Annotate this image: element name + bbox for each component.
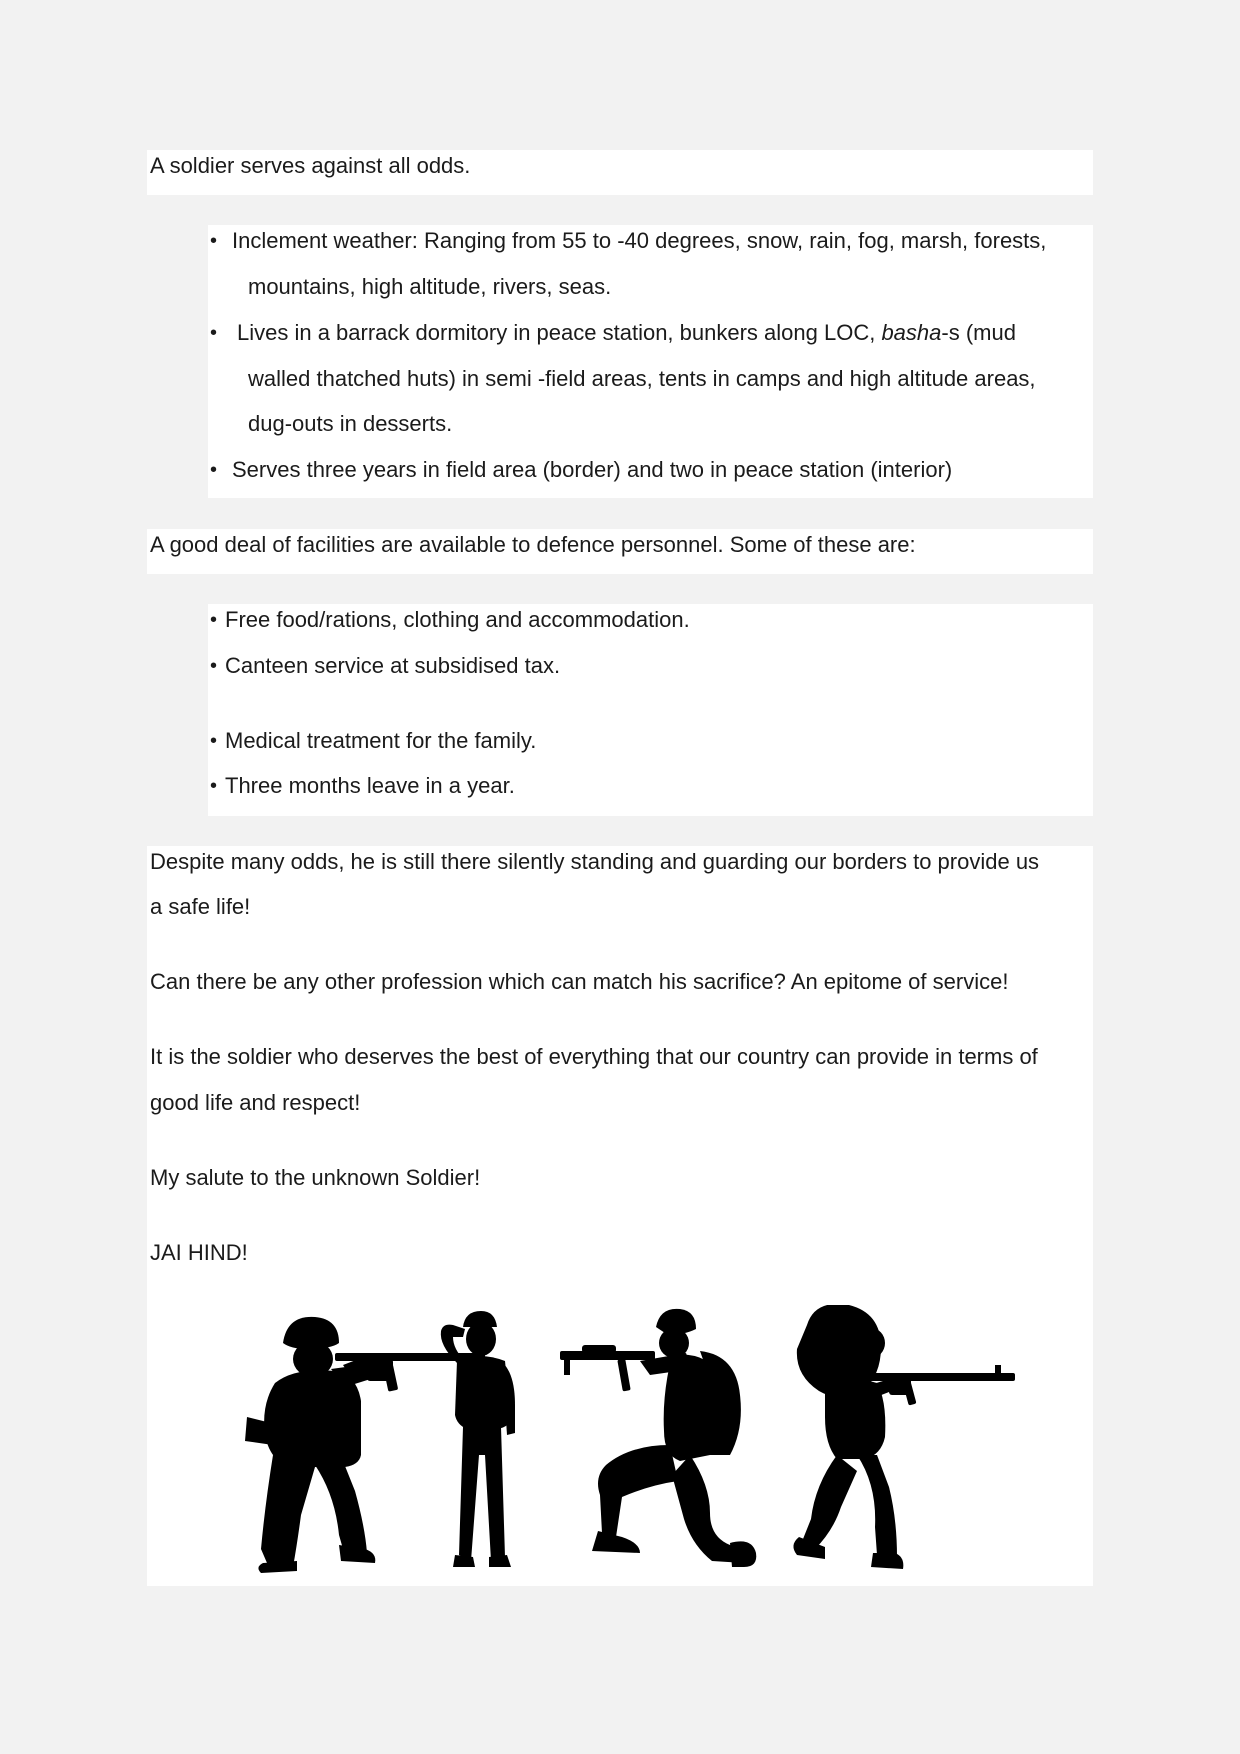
- bullet-marker: [210, 319, 217, 347]
- text-run: walled thatched huts) in semi -field areas, tents in camps and high altitude areas,: [248, 366, 1036, 391]
- bullet-marker: [210, 606, 217, 634]
- facility-item: Canteen service at subsidised tax.: [225, 653, 561, 678]
- kneeling-rifleman-figure: [245, 1317, 485, 1573]
- intro-text: A soldier serves against all odds.: [150, 153, 471, 178]
- kneeling-sniper-figure: [560, 1309, 756, 1567]
- bullet-marker: [210, 727, 217, 755]
- bullet-marker: [210, 772, 217, 800]
- soldier-silhouettes-svg: [235, 1305, 1015, 1575]
- question-text: Can there be any other profession which can match his sacrifice? An epitome of service!: [150, 969, 1009, 994]
- despite-text-line-1: Despite many odds, he is still there silently standing and guarding our borders to provide us: [150, 849, 1040, 874]
- facility-item: Free food/rations, clothing and accommodation.: [225, 607, 690, 632]
- hardship-tenure-line-1: [232, 456, 952, 484]
- text-run: Serves three years in field area (border) and two in peace station (interior): [232, 457, 953, 482]
- facilities-intro-text: A good deal of facilities are available to defence personnel. Some of these are:: [150, 532, 916, 557]
- hardship-living-line-3: [248, 410, 452, 438]
- text-run: -s (mud: [941, 320, 1016, 345]
- salute-text: My salute to the unknown Soldier!: [150, 1165, 481, 1190]
- text-run: dug-outs in desserts.: [248, 411, 453, 436]
- hardship-living-line-1: [237, 319, 1016, 347]
- soldier-silhouettes-illustration: [235, 1305, 1015, 1575]
- text-run-italic: basha: [881, 320, 942, 345]
- saluting-soldier-figure: [441, 1311, 515, 1567]
- jai-hind-text: JAI HIND!: [150, 1240, 248, 1265]
- deserves-text-line-1: It is the soldier who deserves the best of everything that our country can provide in terms of: [150, 1044, 1038, 1069]
- hardship-weather-line-1: [232, 227, 1046, 255]
- bullet-marker: [210, 652, 217, 680]
- facility-item: Medical treatment for the family.: [225, 728, 537, 753]
- text-run: Inclement weather: Ranging from 55 to -40 degrees, snow, rain, fog, marsh, forests,: [232, 228, 1047, 253]
- bullet-marker: [210, 456, 217, 484]
- hardship-weather-line-2: [248, 273, 611, 301]
- text-run: Lives in a barrack dormitory in peace station, bunkers along LOC,: [237, 320, 882, 345]
- bullet-marker: [210, 227, 217, 255]
- facility-item: Three months leave in a year.: [225, 773, 515, 798]
- despite-text-line-2: a safe life!: [150, 894, 251, 919]
- hardship-living-line-2: [248, 365, 1036, 393]
- running-soldier-figure: [793, 1305, 1015, 1569]
- text-run: mountains, high altitude, rivers, seas.: [248, 274, 612, 299]
- deserves-text-line-2: good life and respect!: [150, 1090, 361, 1115]
